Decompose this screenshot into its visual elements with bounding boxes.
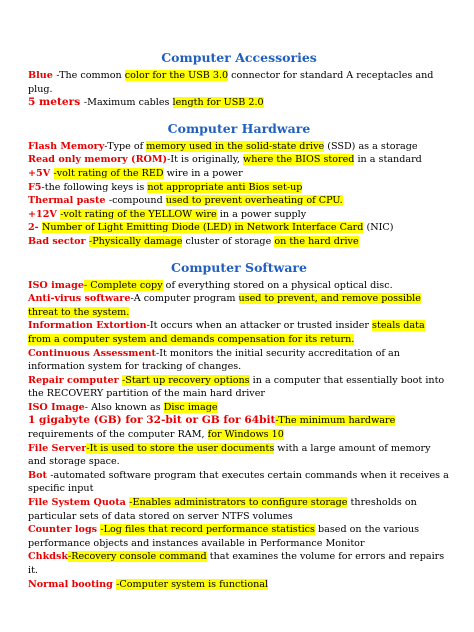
entry-term: Flash Memory [28,140,105,152]
entry [28,319,450,346]
entry-text: -compound [108,195,166,207]
entry [28,221,450,235]
highlighted-text: -Recovery console command [68,551,207,563]
highlighted-text: -Log files that record performance statistics [100,524,315,536]
highlighted-text: used to prevent overheating of CPU. [165,195,343,207]
entry [28,208,450,222]
entry [28,69,450,96]
highlighted-text: - Complete copy [83,279,163,291]
highlighted-text: Disc image [163,401,218,413]
entry [28,167,450,181]
entry-text: (SSD) as a storage [324,140,418,152]
entry-text: that examines the volume for errors and repairs it. [28,551,445,576]
highlighted-text: used to prevent, and remove possible threat to the system. [28,293,421,318]
entry-text: -It is originally, [167,154,243,166]
highlighted-text: Number of Light Emitting Diode (LED) in Network Interface Card [42,222,364,234]
entry-term: 2- [28,222,42,234]
entry-term: Chkdsk [28,551,69,563]
entry [28,414,450,441]
entry-term: Bot [28,469,51,481]
entry [28,194,450,208]
entry-term: ISO Image [28,401,85,413]
entry [28,523,450,550]
entry-term: File System Quota [28,497,130,509]
entry [28,401,450,415]
entry [28,469,450,496]
entry-text: wire in a power [163,167,243,179]
section-title: Computer Accessories [161,50,317,65]
entry-term: Repair computer [28,374,123,386]
entry-text: -A computer program [130,293,239,305]
section-title: Computer Hardware [167,120,311,136]
entry-text: with a large amount of memory and storage space. [28,442,431,468]
highlighted-text: memory used in the solid-state drive [146,140,325,152]
entry-text: -It monitors the initial security accreditation of an information system for tracking of changes. [28,347,400,373]
highlighted-text: -Enables administrators to configure storage [129,497,348,509]
highlighted-text: -The minimum hardware [275,415,396,427]
highlighted-text: -It is used to store the user documents [86,442,275,454]
entry-text: based on the various performance objects and instances available in Performance Monitor [28,524,420,549]
entry-term: +12V [28,208,61,220]
entry [28,374,450,401]
entry-term: File Server [28,442,87,454]
entry-text: -It occurs when an attacker or trusted insider [146,320,373,332]
entry-text: (NIC) [363,222,394,234]
entry-text: -the following keys is [41,181,148,193]
highlighted-text: steals data from a computer system and demands compensation for its return. [28,320,425,345]
entry [28,347,450,374]
entry-text: -Type of [104,140,147,152]
section-0 [28,50,450,110]
entry-text: -Maximum cables [83,97,173,109]
highlighted-text: -Computer system is functional [116,578,269,590]
entry [28,292,450,319]
entry-text: requirements of the computer RAM, [28,429,208,441]
entry-term: Bad sector [28,235,89,247]
entry-text: -The common [56,70,125,81]
entry [28,181,450,195]
highlighted-text: not appropriate anti Bios set-up [147,181,303,193]
highlighted-text: length for USB 2.0 [172,97,264,109]
entry-term: Read only memory (ROM) [28,154,168,166]
entry-term: +5V [28,167,54,179]
entry-text: thresholds on particular sets of data stored on server NTFS volumes [28,497,417,522]
entry-text: connector for standard A receptacles and plug. [28,70,434,95]
section-title: Computer Software [171,259,307,275]
entry [28,235,450,249]
highlighted-text: -Physically damage [88,235,183,247]
entry-term: 1 gigabyte (GB) for 32-bit or GB for 64bit [28,414,276,427]
entry-term: Normal booting [28,578,117,590]
entry-text: in a computer that essentially boot into the RECOVERY partition of the main hard driver [28,374,445,400]
entry-term: 5 meters [28,96,84,109]
entry [28,153,450,167]
entry-term: Thermal paste [28,195,109,207]
entry-text: in a standard [354,154,422,166]
entry-text: -automated software program that executes certain commands when it receives a specific input [28,469,449,495]
entry [28,279,450,293]
entry [28,140,450,154]
highlighted-text: -volt rating of the YELLOW wire [60,208,217,220]
entry [28,578,450,592]
entry-text: cluster of storage [182,235,275,247]
entry-term: Blue [28,70,57,81]
entry-text: - Also known as [84,401,164,413]
entry-term: Anti-virus software [28,293,131,305]
highlighted-text: for Windows 10 [207,429,284,441]
entry-text: of everything stored on a physical optical disc. [162,279,393,291]
entry-term: ISO image [28,279,84,291]
entry [28,550,450,577]
highlighted-text: where the BIOS stored [242,154,355,166]
entry-term: Counter logs [28,524,101,536]
highlighted-text: color for the USB 3.0 [124,70,229,81]
section-2 [28,260,450,592]
entry [28,496,450,523]
highlighted-text: -Start up recovery options [122,374,250,386]
section-1 [28,121,450,249]
entry [28,96,450,110]
highlighted-text: on the hard drive [274,235,359,247]
highlighted-text: -volt rating of the RED [53,167,164,179]
entry-term: Information Extortion [28,320,147,332]
entry-term: Continuous Assessment [28,347,156,359]
entry-term: F5 [28,181,42,193]
entry-text: in a power supply [216,208,307,220]
entry [28,442,450,469]
